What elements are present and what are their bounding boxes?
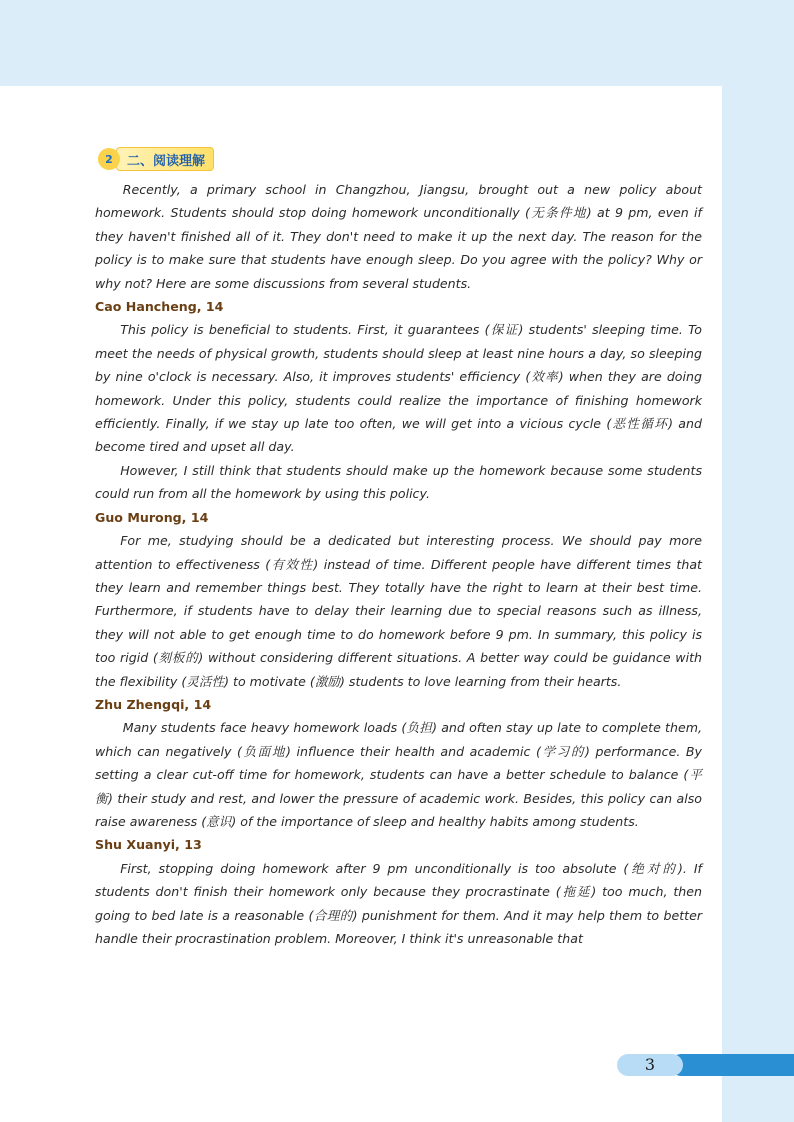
- intro-paragraph: Recently, a primary school in Changzhou, Jiangsu, brought out a new policy about homework. Students should stop doing homework unconditionally (无条件地) at 9 pm, even if they haven't finished all of it. They don't need to make it up the next day. The reason for the policy is to make sure that students have enough sleep. Do you agree with the policy? Why or why not? Here are some discussions from several students.: [95, 182, 702, 291]
- author-guo-murong: Guo Murong, 14: [95, 509, 209, 525]
- right-band: [722, 0, 794, 1122]
- author-cao-hancheng: Cao Hancheng, 14: [95, 299, 224, 315]
- page-number: 3: [644, 1055, 656, 1074]
- opinion-paragraph: Many students face heavy homework loads (负担) and often stay up late to complete them, which can negatively (负面地) influence their health and academic (学习的) performance. By setting a clear cut-off time for homework, students can have a better schedule to balance (平衡) their study and rest, and lower the pressure of academic work. Besides, this policy can also raise awareness (意识) of the importance of sleep and healthy habits among students.: [95, 720, 702, 829]
- footer-bar: [670, 1054, 794, 1076]
- section-title: 二、阅读理解: [116, 147, 214, 171]
- opinion-paragraph: This policy is beneficial to students. First, it guarantees (保证) students' sleeping time. To meet the needs of physical growth, students should sleep at least nine hours a day, so sleeping by nine o'clock is necessary. Also, it improves students' efficiency (效率) when they are doing homework. Under this policy, students could realize the importance of finishing homework efficiently. Finally, if we stay up late too often, we will get into a vicious cycle (恶性循环) and become tired and upset all day.: [95, 322, 702, 455]
- author-zhu-zhengqi: Zhu Zhengqi, 14: [95, 696, 212, 712]
- opinion-paragraph: First, stopping doing homework after 9 pm unconditionally is too absolute (绝对的). If students don't finish their homework only because they procrastinate (拖延) too much, then going to bed late is a reasonable (合理的) punishment for them. And it may help them to better handle their procrastination problem. Moreover, I think it's unreasonable that: [95, 860, 702, 946]
- author-shu-xuanyi: Shu Xuanyi, 13: [95, 837, 202, 853]
- section-label: [98, 146, 214, 172]
- opinion-paragraph: For me, studying should be a dedicated but interesting process. We should pay more attention to effectiveness (有效性) instead of time. Different people have different times that they learn and remember things best. They totally have the right to learn at their best time. Furthermore, if students have to delay their learning due to special reasons such as illness, they will not able to get enough time to do homework before 9 pm. In summary, this policy is too rigid (刻板的) without considering different situations. A better way could be guidance with the flexibility (灵活性) to motivate (激励) students to love learning from their hearts.: [95, 533, 702, 689]
- opinion-paragraph: However, I still think that students should make up the homework because some students could run from all the homework by using this policy.: [95, 462, 702, 502]
- top-band: [0, 0, 794, 86]
- reading-passage: [95, 178, 702, 950]
- section-number-badge: 2: [98, 148, 120, 170]
